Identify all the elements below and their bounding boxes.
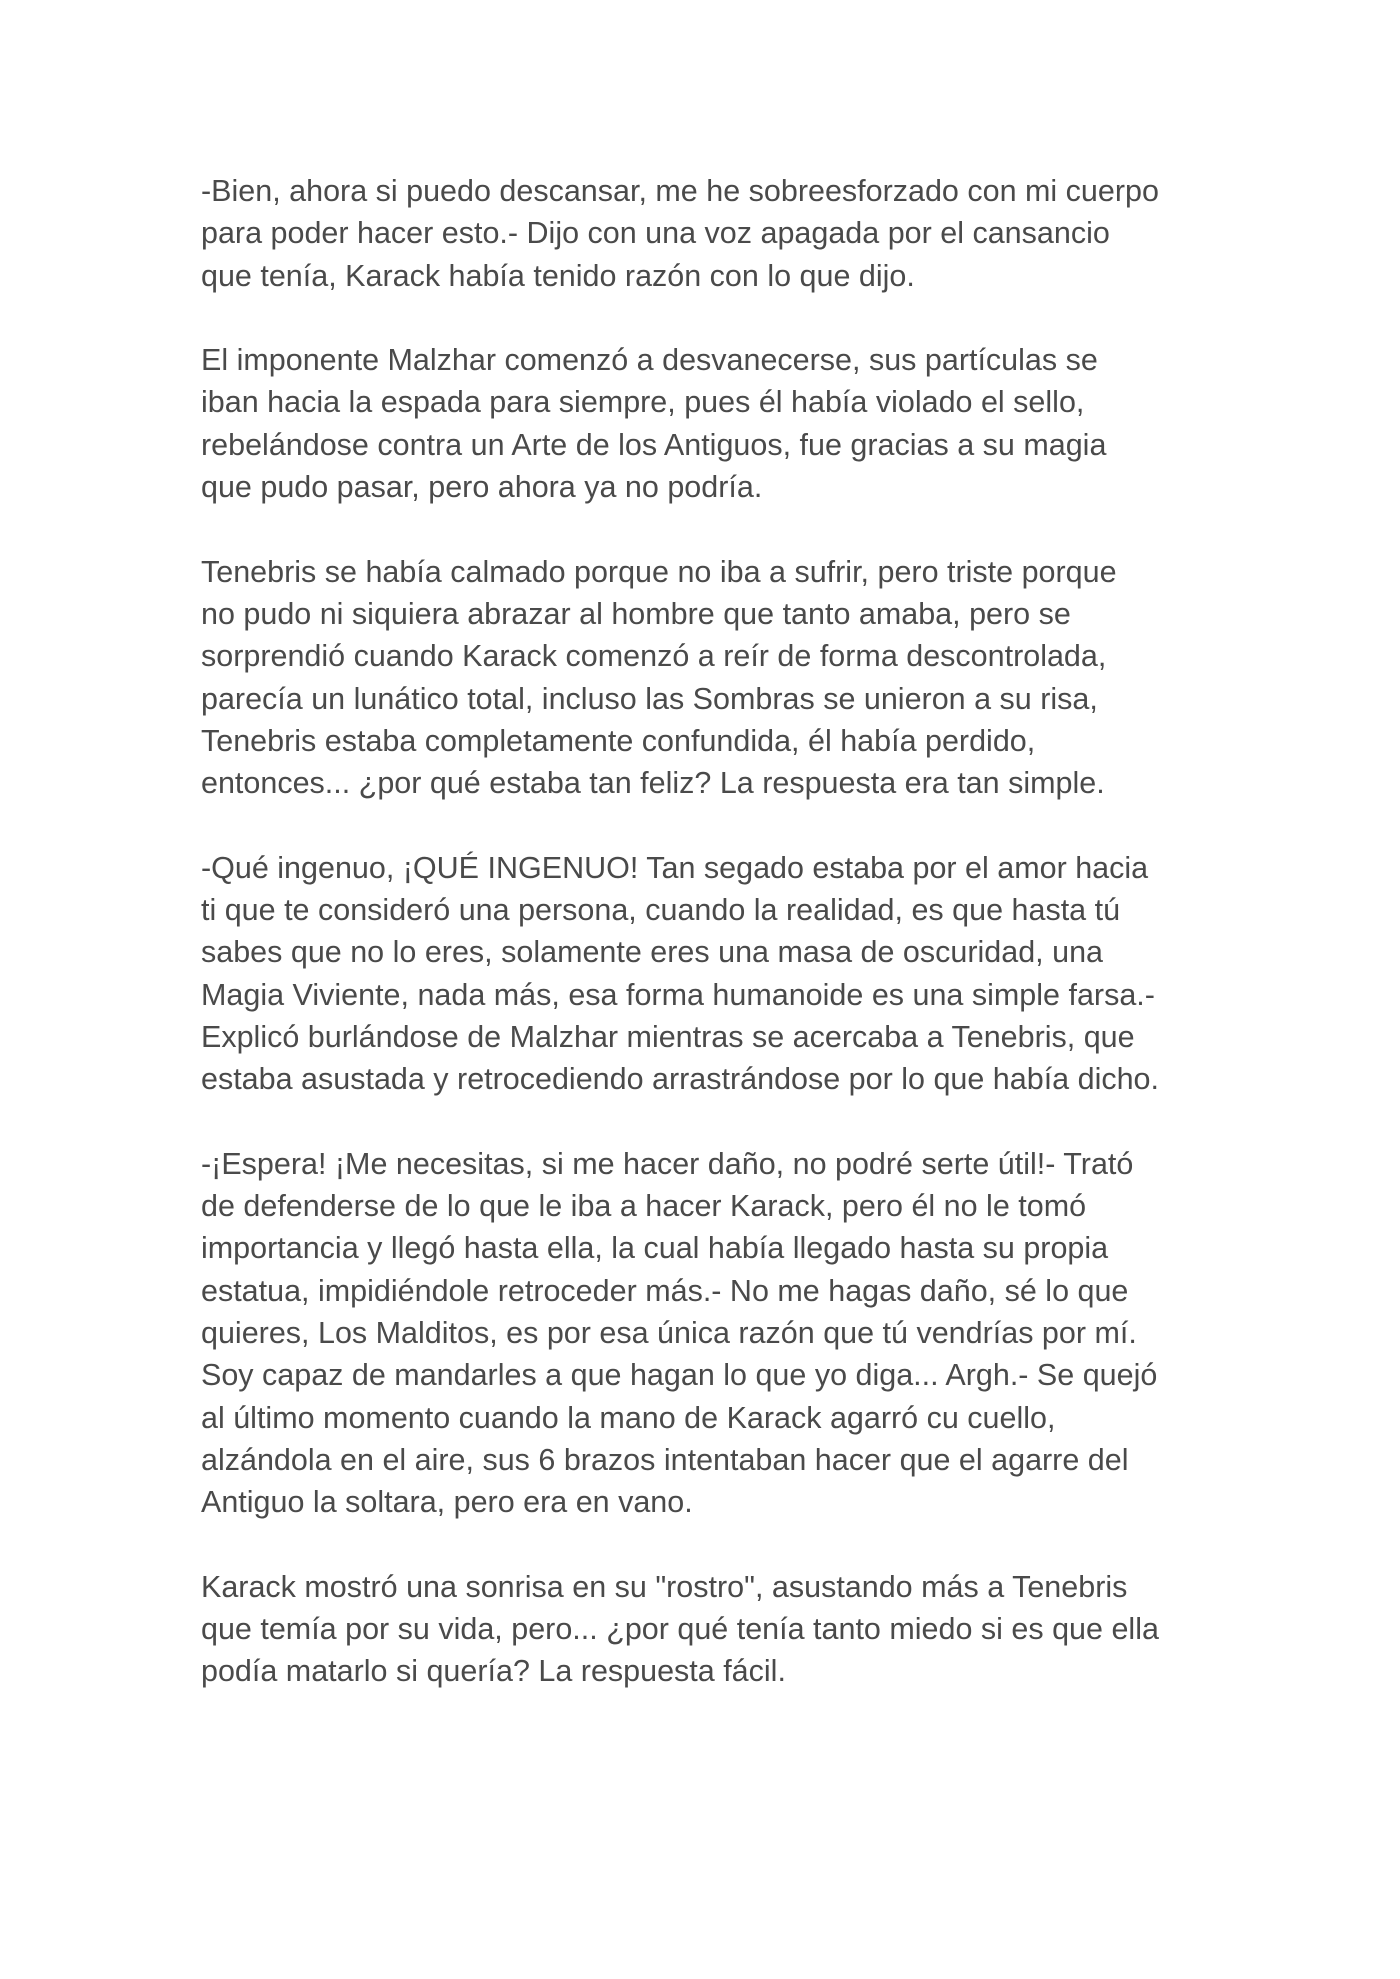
text-line: parecía un lunático total, incluso las Sombras se unieron a su risa, xyxy=(201,681,1098,716)
text-line: Antiguo la soltara, pero era en vano. xyxy=(201,1485,693,1520)
text-line: Magia Viviente, nada más, esa forma humanoide es una simple farsa.- xyxy=(201,977,1155,1012)
text-line: al último momento cuando la mano de Karack agarró cu cuello, xyxy=(201,1400,1056,1435)
text-line: no pudo ni siquiera abrazar al hombre que tanto amaba, pero se xyxy=(201,596,1071,631)
text-line: para poder hacer esto.- Dijo con una voz apagada por el cansancio xyxy=(201,216,1110,251)
text-line: quieres, Los Malditos, es por esa única razón que tú vendrías por mí. xyxy=(201,1316,1137,1351)
paragraph xyxy=(201,551,1211,805)
paragraph xyxy=(201,1566,1211,1693)
paragraph xyxy=(201,170,1211,297)
text-line: entonces... ¿por qué estaba tan feliz? La respuesta era tan simple. xyxy=(201,766,1105,801)
text-line: -Qué ingenuo, ¡QUÉ INGENUO! Tan segado estaba por el amor hacia xyxy=(201,850,1149,885)
text-line: que tenía, Karack había tenido razón con lo que dijo. xyxy=(201,258,915,293)
text-line: que pudo pasar, pero ahora ya no podría. xyxy=(201,470,763,505)
paragraph xyxy=(201,339,1211,508)
paragraph xyxy=(201,1143,1211,1524)
paragraph xyxy=(201,847,1211,1101)
text-line: Tenebris se había calmado porque no iba a sufrir, pero triste porque xyxy=(201,554,1117,589)
text-line: El imponente Malzhar comenzó a desvanecerse, sus partículas se xyxy=(201,343,1098,378)
text-line: de defenderse de lo que le iba a hacer Karack, pero él no le tomó xyxy=(201,1189,1087,1224)
text-line: estaba asustada y retrocediendo arrastrándose por lo que había dicho. xyxy=(201,1062,1159,1097)
text-line: podía matarlo si quería? La respuesta fácil. xyxy=(201,1654,786,1689)
text-line: Tenebris estaba completamente confundida, él había perdido, xyxy=(201,723,1036,758)
text-line: ti que te consideró una persona, cuando la realidad, es que hasta tú xyxy=(201,893,1121,928)
text-line: Soy capaz de mandarles a que hagan lo que yo diga... Argh.- Se quejó xyxy=(201,1358,1158,1393)
text-line: importancia y llegó hasta ella, la cual había llegado hasta su propia xyxy=(201,1231,1109,1266)
text-line: -Bien, ahora si puedo descansar, me he sobreesforzado con mi cuerpo xyxy=(201,174,1159,208)
text-line: sabes que no lo eres, solamente eres una masa de oscuridad, una xyxy=(201,935,1104,970)
text-line: -¡Espera! ¡Me necesitas, si me hacer daño, no podré serte útil!- Trató xyxy=(201,1146,1134,1181)
text-line: Karack mostró una sonrisa en su "rostro", asustando más a Tenebris xyxy=(201,1569,1128,1604)
text-line: Explicó burlándose de Malzhar mientras se acercaba a Tenebris, que xyxy=(201,1019,1135,1054)
text-line: iban hacia la espada para siempre, pues él había violado el sello, xyxy=(201,385,1085,420)
text-line: estatua, impidiéndole retroceder más.- No me hagas daño, sé lo que xyxy=(201,1273,1129,1308)
text-line: rebelándose contra un Arte de los Antiguos, fue gracias a su magia xyxy=(201,427,1107,462)
document-body xyxy=(201,170,1211,1735)
text-line: sorprendió cuando Karack comenzó a reír de forma descontrolada, xyxy=(201,639,1107,674)
text-line: que temía por su vida, pero... ¿por qué tenía tanto miedo si es que ella xyxy=(201,1612,1159,1647)
text-line: alzándola en el aire, sus 6 brazos intentaban hacer que el agarre del xyxy=(201,1442,1129,1477)
